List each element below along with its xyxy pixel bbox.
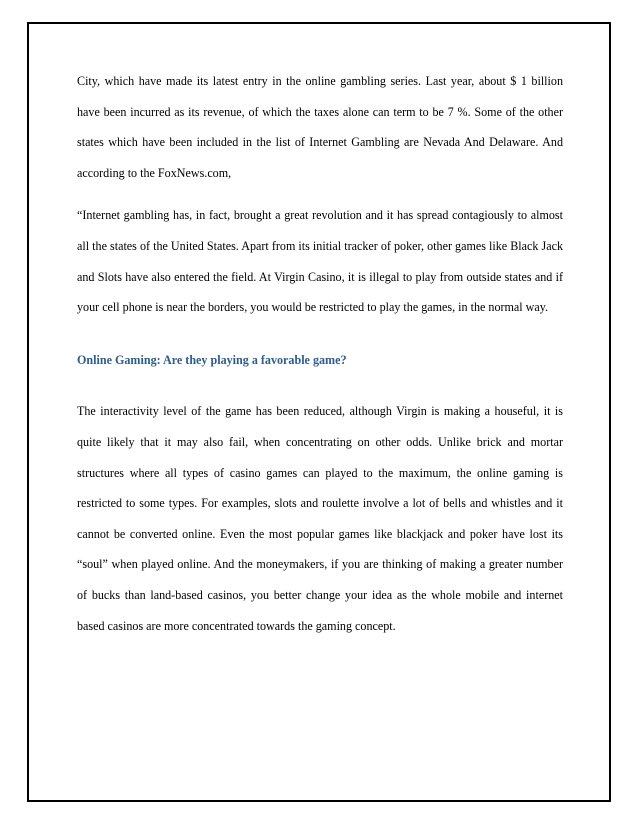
paragraph-2-quote: “Internet gambling has, in fact, brought a great revolution and it has spread contagiously to almost all the states of the United States. Apart from its initial tracker of poker, other games like Black Jack and Slots have also entered the field. At Virgin Casino, it is illegal to play from outside states and if your cell phone is near the borders, you would be restricted to play the games, in the normal way. bbox=[77, 208, 563, 315]
document-body bbox=[77, 66, 563, 641]
paragraph-1: City, which have made its latest entry in the online gambling series. Last year, about $ 1 billion have been incurred as its revenue, of which the taxes alone can term to be 7 %. Some of the other states which have been included in the list of Internet Gambling are Nevada And Delaware. And according to the FoxNews.com, bbox=[77, 74, 563, 180]
section-heading: Online Gaming: Are they playing a favorable game? bbox=[77, 352, 347, 367]
paragraph-3: The interactivity level of the game has been reduced, although Virgin is making a houseful, it is quite likely that it may also fail, when concentrating on other odds. Unlike brick and mortar structures where all types of casino games can played to the maximum, the online gaming is restricted to some types. For examples, slots and roulette involve a lot of bells and whistles and it cannot be converted online. Even the most popular games like blackjack and poker have lost its “soul” when played online. And the moneymakers, if you are thinking of making a greater number of bucks than land-based casinos, you better change your idea as the whole mobile and internet based casinos are more concentrated towards the gaming concept. bbox=[77, 404, 563, 633]
